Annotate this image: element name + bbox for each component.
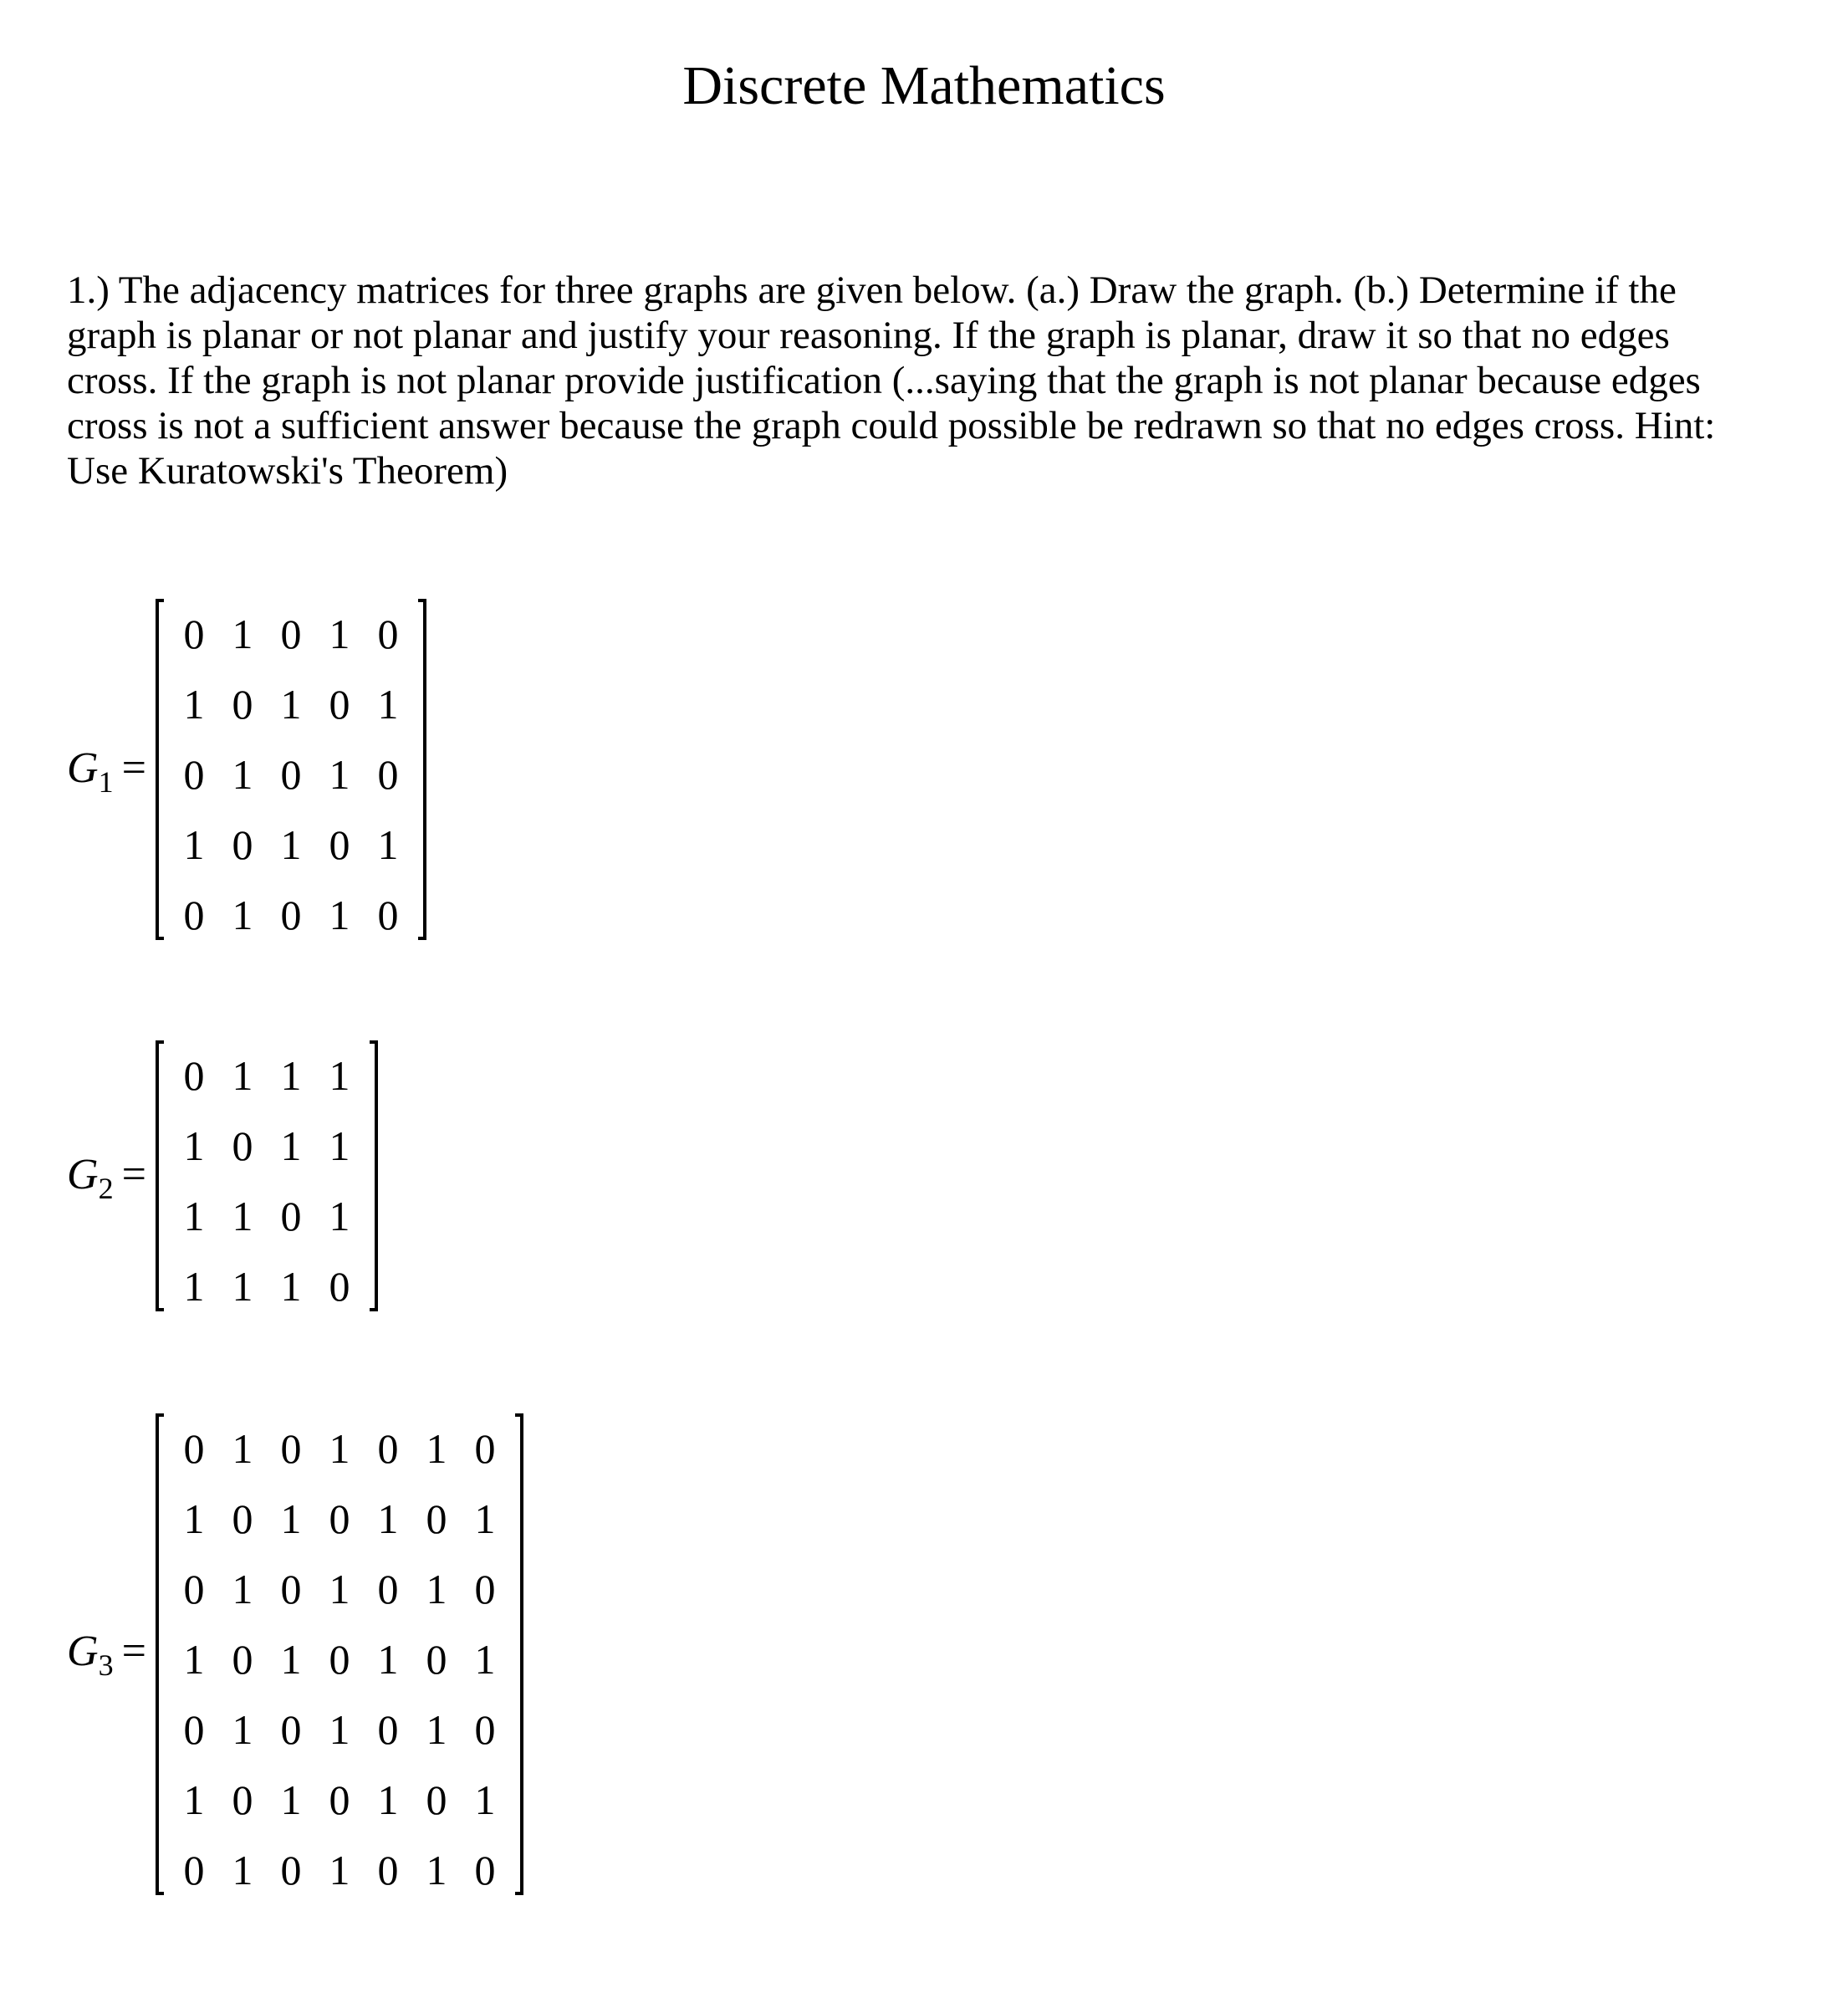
- matrix-cell: 1: [183, 1636, 205, 1683]
- matrix-cell: 1: [183, 681, 205, 728]
- problem-line: 1.) The adjacency matrices for three graphs are given below. (a.) Draw the graph. (b.) Determine if the: [67, 268, 1677, 312]
- matrix-cell: 1: [426, 1706, 447, 1753]
- problem-line: graph is planar or not planar and justify your reasoning. If the graph is planar, draw it so that no edges: [67, 314, 1670, 357]
- matrix-cell: 1: [377, 681, 399, 728]
- matrix-cell: 0: [474, 1425, 496, 1472]
- matrix-label: $G_2$ =: [67, 1151, 146, 1205]
- matrix-cell: 0: [377, 892, 399, 938]
- matrix-label: $G_1$ =: [67, 744, 146, 799]
- matrix-cell: 1: [329, 892, 350, 938]
- matrix-cell: 1: [377, 1495, 399, 1542]
- matrix-cell: 1: [329, 1052, 350, 1099]
- matrix-cell: 1: [280, 1636, 302, 1683]
- matrix-cell: 1: [280, 681, 302, 728]
- matrix-cell: 0: [280, 892, 302, 938]
- matrix-cell: 0: [280, 1847, 302, 1893]
- matrix-cell: 0: [183, 1706, 205, 1753]
- matrix-g1: [0, 599, 669, 950]
- left-bracket: [156, 1413, 164, 1895]
- problem-statement: [67, 268, 1831, 493]
- matrix-cell: 0: [474, 1847, 496, 1893]
- matrix-cell: 0: [426, 1776, 447, 1823]
- matrix-cell: 0: [232, 1122, 253, 1169]
- matrix-cell: 1: [474, 1495, 496, 1542]
- matrix-cell: 1: [232, 1847, 253, 1893]
- matrix-cell: 1: [426, 1425, 447, 1472]
- matrix-cell: 1: [183, 1776, 205, 1823]
- matrix-cell: 0: [232, 681, 253, 728]
- matrix-cell: 1: [183, 1193, 205, 1239]
- right-bracket: [515, 1413, 523, 1895]
- page-title: Discrete Mathematics: [682, 55, 1166, 116]
- matrix-cell: 1: [329, 611, 350, 657]
- matrix-cell: 1: [232, 1425, 253, 1472]
- matrix-cell: 0: [183, 611, 205, 657]
- matrix-cell: 0: [474, 1706, 496, 1753]
- matrix-cell: 1: [280, 1052, 302, 1099]
- matrix-cell: 0: [329, 1636, 350, 1683]
- matrix-cell: 1: [232, 892, 253, 938]
- problem-line: Use Kuratowski's Theorem): [67, 449, 508, 493]
- matrix-cell: 1: [474, 1776, 496, 1823]
- matrix-label: $G_3$ =: [67, 1628, 146, 1682]
- problem-line: cross is not a sufficient answer because the graph could possible be redrawn so that no edges cross. Hint:: [67, 404, 1716, 447]
- matrix-cell: 1: [232, 1566, 253, 1612]
- matrix-cell: 1: [232, 611, 253, 657]
- matrix-cell: 0: [329, 681, 350, 728]
- matrix-cell: 0: [232, 1776, 253, 1823]
- matrix-cell: 0: [329, 1495, 350, 1542]
- matrix-cell: 0: [183, 892, 205, 938]
- right-bracket: [370, 1040, 378, 1311]
- matrix-cell: 0: [329, 821, 350, 868]
- matrix-cell: 1: [280, 1122, 302, 1169]
- matrix-cell: 1: [280, 1263, 302, 1310]
- matrix-cell: 0: [377, 1425, 399, 1472]
- matrix-cell: 0: [329, 1263, 350, 1310]
- matrix-cell: 0: [183, 1847, 205, 1893]
- matrix-cell: 0: [280, 1706, 302, 1753]
- matrix-cell: 1: [280, 821, 302, 868]
- matrix-cell: 1: [183, 821, 205, 868]
- matrix-cell: 0: [232, 1495, 253, 1542]
- matrix-cell: 0: [183, 1052, 205, 1099]
- matrix-cell: 1: [329, 1566, 350, 1612]
- matrix-cell: 0: [280, 1425, 302, 1472]
- matrix-cell: 0: [329, 1776, 350, 1823]
- matrix-cell: 1: [329, 751, 350, 798]
- matrix-cell: 1: [232, 1193, 253, 1239]
- matrix-cell: 0: [183, 1425, 205, 1472]
- matrix-cell: 0: [280, 1566, 302, 1612]
- matrix-cell: 0: [232, 1636, 253, 1683]
- matrix-cell: 1: [426, 1566, 447, 1612]
- right-bracket: [418, 599, 426, 940]
- matrix-cell: 1: [329, 1193, 350, 1239]
- matrix-cell: 1: [377, 1636, 399, 1683]
- matrix-cell: 0: [183, 1566, 205, 1612]
- matrix-cell: 0: [377, 1706, 399, 1753]
- matrix-grid: [170, 1040, 364, 1321]
- matrix-cell: 0: [280, 1193, 302, 1239]
- left-bracket: [156, 599, 164, 940]
- problem-line: cross. If the graph is not planar provide justification (...saying that the graph is not planar because edges: [67, 359, 1701, 402]
- matrix-cell: 1: [280, 1495, 302, 1542]
- matrix-cell: 0: [377, 611, 399, 657]
- matrix-cell: 0: [426, 1495, 447, 1542]
- matrix-cell: 1: [329, 1122, 350, 1169]
- matrix-cell: 1: [329, 1847, 350, 1893]
- matrix-cell: 1: [232, 1706, 253, 1753]
- left-bracket: [156, 1040, 164, 1311]
- matrix-cell: 0: [280, 751, 302, 798]
- matrix-g2: [0, 1040, 669, 1325]
- matrix-cell: 0: [377, 751, 399, 798]
- matrix-cell: 1: [232, 1263, 253, 1310]
- matrix-cell: 1: [426, 1847, 447, 1893]
- matrix-cell: 1: [232, 1052, 253, 1099]
- matrix-cell: 1: [377, 1776, 399, 1823]
- matrix-cell: 0: [280, 611, 302, 657]
- matrix-cell: 1: [329, 1425, 350, 1472]
- matrix-g3: [0, 1413, 669, 1915]
- matrix-cell: 1: [183, 1263, 205, 1310]
- matrix-grid: [170, 1413, 509, 1905]
- matrix-cell: 1: [232, 751, 253, 798]
- matrix-cell: 0: [232, 821, 253, 868]
- matrix-cell: 1: [183, 1495, 205, 1542]
- matrix-cell: 0: [377, 1566, 399, 1612]
- matrix-cell: 1: [183, 1122, 205, 1169]
- matrix-cell: 1: [280, 1776, 302, 1823]
- matrix-cell: 0: [183, 751, 205, 798]
- matrix-cell: 0: [377, 1847, 399, 1893]
- matrix-cell: 1: [329, 1706, 350, 1753]
- matrix-cell: 0: [474, 1566, 496, 1612]
- matrix-cell: 1: [474, 1636, 496, 1683]
- matrix-grid: [170, 599, 412, 950]
- matrix-cell: 0: [426, 1636, 447, 1683]
- matrix-cell: 1: [377, 821, 399, 868]
